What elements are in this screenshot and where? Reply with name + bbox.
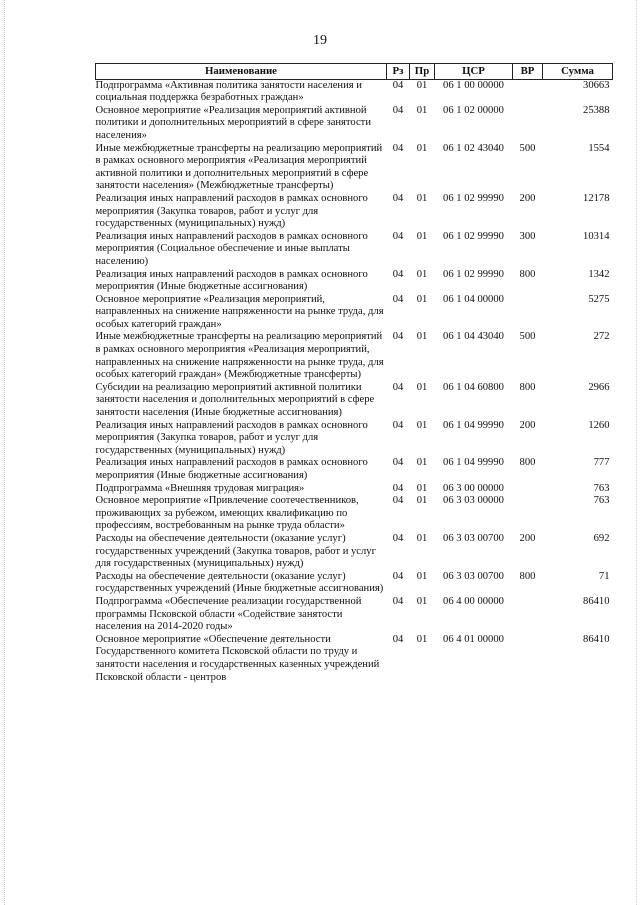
cell-sum: 272 bbox=[593, 331, 610, 343]
cell-name: Расходы на обеспечение деятельности (оказание услуг) государственных учреждений (Иные бюджетные ассигнования) bbox=[95, 570, 384, 595]
table-row bbox=[96, 420, 613, 458]
cell-sum: 763 bbox=[593, 495, 610, 507]
table-row bbox=[96, 79, 613, 105]
cell-vr bbox=[513, 483, 543, 496]
table-row bbox=[96, 143, 613, 193]
cell-vr bbox=[513, 79, 543, 105]
cell-rz: 04 bbox=[392, 230, 404, 242]
cell-pr: 01 bbox=[416, 457, 428, 469]
cell-csr: 06 4 01 00000 bbox=[443, 633, 504, 645]
cell-vr bbox=[513, 596, 543, 634]
table-header bbox=[96, 64, 613, 80]
table-row bbox=[96, 294, 613, 332]
cell-sum: 86410 bbox=[583, 633, 610, 645]
table-row bbox=[96, 596, 613, 634]
cell-name: Подпрограмма «Активная политика занятости населения и социальная поддержка безработных граждан» bbox=[95, 79, 362, 104]
cell-name: Реализация иных направлений расходов в рамках основного мероприятия (Закупка товаров, работ и услуг для государственных (муниципальных) нужд) bbox=[95, 419, 368, 456]
table-row bbox=[96, 634, 613, 684]
cell-name: Расходы на обеспечение деятельности (оказание услуг) государственных учреждений (Закупка товаров, работ и услуг для государственных (муниципальных) нужд) bbox=[95, 532, 376, 570]
cell-vr bbox=[513, 495, 543, 533]
cell-pr: 01 bbox=[416, 482, 428, 494]
cell-rz: 04 bbox=[392, 381, 404, 393]
cell-pr: 01 bbox=[416, 595, 428, 607]
cell-name: Иные межбюджетные трансферты на реализацию мероприятий в рамках основного мероприятия «Реализация мероприятий активной политики и дополнительных мероприятий в сфере занятости населения» (Межбюджетные трансферты) bbox=[95, 142, 383, 192]
cell-vr: 200 bbox=[519, 532, 536, 544]
table-row bbox=[96, 105, 613, 143]
header-sum: Сумма bbox=[543, 64, 613, 80]
cell-pr: 01 bbox=[416, 79, 428, 91]
cell-rz: 04 bbox=[392, 457, 404, 469]
cell-sum: 86410 bbox=[583, 595, 610, 607]
cell-rz: 04 bbox=[392, 419, 404, 431]
cell-vr: 800 bbox=[519, 457, 536, 469]
cell-name: Основное мероприятие «Реализация мероприятий, направленных на снижение напряженности на рынке труда, для особых категорий граждан» bbox=[95, 293, 384, 330]
cell-csr: 06 1 02 00000 bbox=[443, 104, 504, 116]
cell-name: Реализация иных направлений расходов в рамках основного мероприятия (Социальное обеспечение и иные выплаты населению) bbox=[95, 230, 368, 267]
cell-pr: 01 bbox=[416, 570, 428, 582]
cell-pr: 01 bbox=[416, 192, 428, 204]
cell-pr: 01 bbox=[416, 381, 428, 393]
table-row bbox=[96, 382, 613, 420]
table-row bbox=[96, 269, 613, 294]
cell-rz: 04 bbox=[392, 142, 404, 154]
cell-sum: 2966 bbox=[588, 381, 610, 393]
cell-csr: 06 1 02 99990 bbox=[443, 268, 504, 280]
cell-name: Иные межбюджетные трансферты на реализацию мероприятий в рамках основного мероприятия «Реализация мероприятий, направленных на снижение напряженности на рынке труда, для особых категорий граждан» (Межбюджетные трансферты) bbox=[95, 331, 384, 381]
cell-vr: 200 bbox=[519, 419, 536, 431]
cell-csr: 06 1 04 99990 bbox=[443, 457, 504, 469]
cell-pr: 01 bbox=[416, 331, 428, 343]
cell-vr bbox=[513, 634, 543, 684]
cell-sum: 763 bbox=[593, 482, 610, 494]
scan-edge-left bbox=[4, 0, 5, 905]
cell-rz: 04 bbox=[392, 331, 404, 343]
table-body bbox=[96, 79, 613, 684]
table-row bbox=[96, 193, 613, 231]
cell-rz: 04 bbox=[392, 293, 404, 305]
budget-table bbox=[95, 63, 613, 684]
cell-pr: 01 bbox=[416, 104, 428, 116]
table-row bbox=[96, 571, 613, 596]
cell-sum: 71 bbox=[598, 570, 610, 582]
cell-rz: 04 bbox=[392, 595, 404, 607]
cell-sum: 777 bbox=[593, 457, 610, 469]
cell-csr: 06 1 02 99990 bbox=[443, 192, 504, 204]
cell-csr: 06 1 04 99990 bbox=[443, 419, 504, 431]
cell-rz: 04 bbox=[392, 532, 404, 544]
table-row bbox=[96, 331, 613, 381]
cell-name: Реализация иных направлений расходов в рамках основного мероприятия (Иные бюджетные ассигнования) bbox=[95, 457, 368, 481]
cell-sum: 1342 bbox=[588, 268, 610, 280]
cell-rz: 04 bbox=[392, 482, 404, 494]
cell-rz: 04 bbox=[392, 495, 404, 507]
cell-csr: 06 1 04 00000 bbox=[443, 293, 504, 305]
header-vr: ВР bbox=[513, 64, 543, 80]
cell-pr: 01 bbox=[416, 419, 428, 431]
cell-csr: 06 3 03 00700 bbox=[443, 532, 504, 544]
cell-sum: 12178 bbox=[583, 192, 610, 204]
cell-csr: 06 3 00 00000 bbox=[443, 482, 504, 494]
cell-pr: 01 bbox=[416, 495, 428, 507]
cell-vr: 300 bbox=[519, 230, 536, 242]
header-name: Наименование bbox=[96, 64, 387, 80]
cell-csr: 06 1 04 43040 bbox=[443, 331, 504, 343]
cell-pr: 01 bbox=[416, 633, 428, 645]
scan-edge-right bbox=[636, 0, 637, 905]
cell-vr: 800 bbox=[519, 570, 536, 582]
cell-rz: 04 bbox=[392, 570, 404, 582]
cell-name: Подпрограмма «Внешняя трудовая миграция» bbox=[95, 482, 305, 494]
cell-name: Основное мероприятие «Обеспечение деятельности Государственного комитета Псковской области по труду и занятости населения и государственных казенных учреждений Псковской области - центров bbox=[95, 633, 380, 683]
page-number: 19 bbox=[313, 33, 327, 48]
cell-vr bbox=[513, 294, 543, 332]
cell-csr: 06 1 00 00000 bbox=[443, 79, 504, 91]
cell-csr: 06 1 04 60800 bbox=[443, 381, 504, 393]
cell-sum: 1554 bbox=[588, 142, 610, 154]
cell-name: Субсидии на реализацию мероприятий активной политики занятости населения и дополнительных мероприятий в сфере занятости населения (Иные бюджетные ассигнования) bbox=[95, 381, 375, 419]
cell-pr: 01 bbox=[416, 230, 428, 242]
cell-rz: 04 bbox=[392, 192, 404, 204]
cell-sum: 692 bbox=[593, 532, 610, 544]
cell-csr: 06 1 02 99990 bbox=[443, 230, 504, 242]
table-row bbox=[96, 231, 613, 269]
cell-vr: 800 bbox=[519, 381, 536, 393]
cell-pr: 01 bbox=[416, 532, 428, 544]
cell-csr: 06 3 03 00700 bbox=[443, 570, 504, 582]
cell-vr: 500 bbox=[519, 331, 536, 343]
cell-csr: 06 1 02 43040 bbox=[443, 142, 504, 154]
cell-name: Подпрограмма «Обеспечение реализации государственной программы Псковской области «Содействие занятости населения на 2014-2020 годы» bbox=[95, 595, 362, 633]
cell-rz: 04 bbox=[392, 268, 404, 280]
cell-csr: 06 4 00 00000 bbox=[443, 595, 504, 607]
table-row bbox=[96, 483, 613, 496]
cell-pr: 01 bbox=[416, 293, 428, 305]
cell-vr bbox=[513, 105, 543, 143]
cell-rz: 04 bbox=[392, 104, 404, 116]
cell-vr: 200 bbox=[519, 192, 536, 204]
cell-name: Реализация иных направлений расходов в рамках основного мероприятия (Иные бюджетные ассигнования) bbox=[95, 268, 368, 293]
cell-sum: 30663 bbox=[583, 79, 610, 91]
header-csr: ЦСР bbox=[435, 64, 513, 80]
cell-vr: 500 bbox=[519, 142, 536, 154]
cell-name: Основное мероприятие «Реализация мероприятий активной политики и дополнительных мероприятий в сфере занятости населения» bbox=[95, 104, 371, 141]
cell-rz: 04 bbox=[392, 79, 404, 91]
table-row bbox=[96, 533, 613, 571]
cell-name: Основное мероприятие «Привлечение соотечественников, проживающих за рубежом, имеющих квалификацию по профессиям, востребованным на рынке труда области» bbox=[95, 495, 359, 532]
cell-sum: 5275 bbox=[588, 293, 610, 305]
cell-sum: 1260 bbox=[588, 419, 610, 431]
header-rz: Рз bbox=[387, 64, 410, 80]
cell-sum: 25388 bbox=[583, 104, 610, 116]
cell-pr: 01 bbox=[416, 142, 428, 154]
table-row bbox=[96, 457, 613, 482]
cell-name: Реализация иных направлений расходов в рамках основного мероприятия (Закупка товаров, работ и услуг для государственных (муниципальных) нужд) bbox=[95, 192, 368, 230]
cell-rz: 04 bbox=[392, 633, 404, 645]
cell-sum: 10314 bbox=[583, 230, 610, 242]
header-pr: Пр bbox=[410, 64, 435, 80]
cell-vr: 800 bbox=[519, 268, 536, 280]
table-row bbox=[96, 495, 613, 533]
cell-csr: 06 3 03 00000 bbox=[443, 495, 504, 507]
cell-pr: 01 bbox=[416, 268, 428, 280]
